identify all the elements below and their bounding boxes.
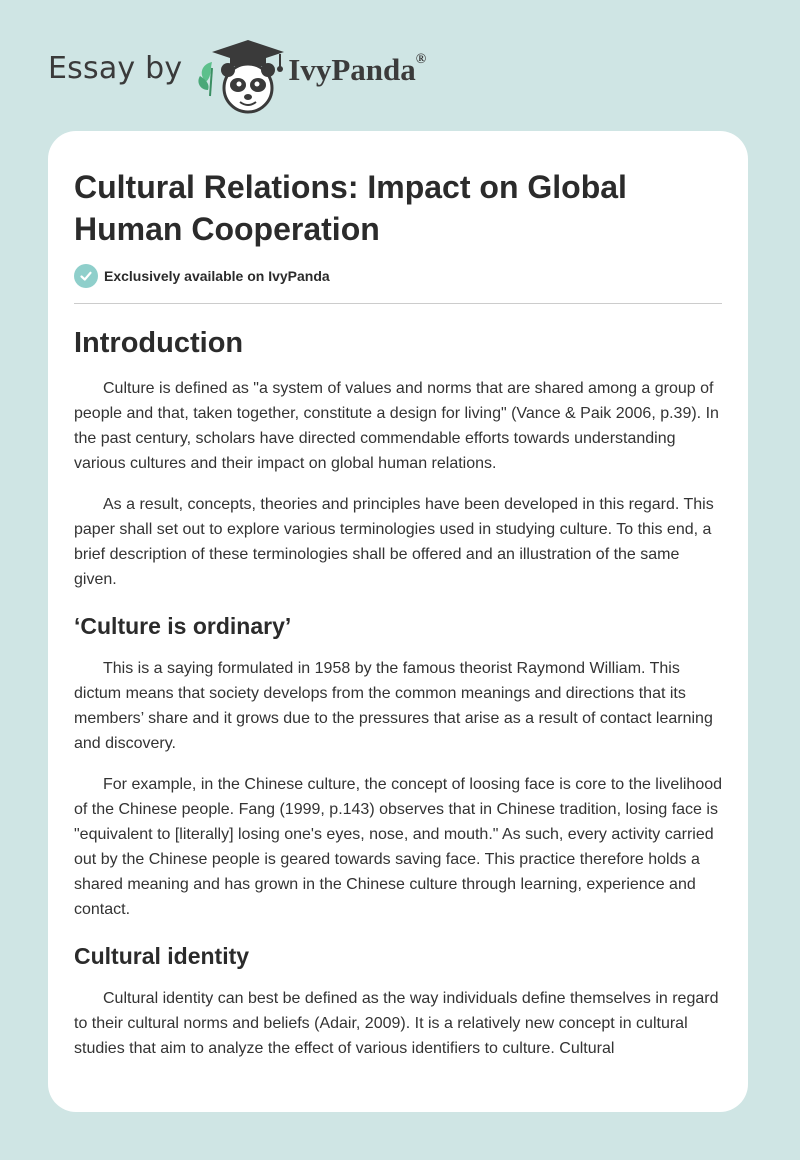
section-heading-introduction: Introduction [74,327,244,359]
paragraph: This is a saying formulated in 1958 by the famous theorist Raymond William. This dictum means that society develops from the common meanings and directions that its members’ share and it grows due to the pressures that arise as a result of contact learning and discovery. [74,660,713,752]
paragraph: As a result, concepts, theories and principles have been developed in this regard. This paper shall set out to explore various terminologies used in studying culture. To this end, a brief description of these terminologies shall be offered and an illustration of the same given. [74,496,714,588]
divider [74,303,722,304]
section-heading-cultural-identity: Cultural identity [74,943,250,969]
exclusive-label: Exclusively available on IvyPanda [104,268,330,284]
brand-name[interactable]: IvyPanda® [288,51,427,87]
paragraph: For example, in the Chinese culture, the concept of loosing face is core to the livelihood of the Chinese people. Fang (1999, p.143) observes that in Chinese tradition, losing face is "equivalent to [literally] losing one's eyes, nose, and mouth." As such, every activity carried out by the Chinese people is geared towards saving face. This practice therefore holds a shared meaning and has grown in the Chinese culture through learning, experience and contact. [74,776,723,918]
paragraph: Culture is defined as "a system of values and norms that are shared among a group of people and that, taken together, constitute a design for living" (Vance & Paik 2006, p.39). In the past century, scholars have directed commendable efforts towards understanding various cultures and their impact on global human relations. [74,380,719,472]
paragraph: Cultural identity can best be defined as the way individuals define themselves in regard to their cultural norms and beliefs (Adair, 2009). It is a relatively new concept in cultural studies that aim to analyze the effect of various identifiers to culture. Cultural [74,990,719,1057]
panda-logo-icon[interactable] [196,38,292,114]
exclusive-badge [74,264,330,288]
site-header [48,34,426,114]
registered-mark: ® [415,51,427,67]
essay-by-label: Essay by [48,50,183,86]
article-card [48,131,748,1112]
check-icon [74,264,98,288]
section-heading-culture-ordinary: ‘Culture is ordinary’ [74,613,292,639]
article-title: Cultural Relations: Impact on Global Human Cooperation [74,169,627,247]
article-body [74,323,722,1061]
